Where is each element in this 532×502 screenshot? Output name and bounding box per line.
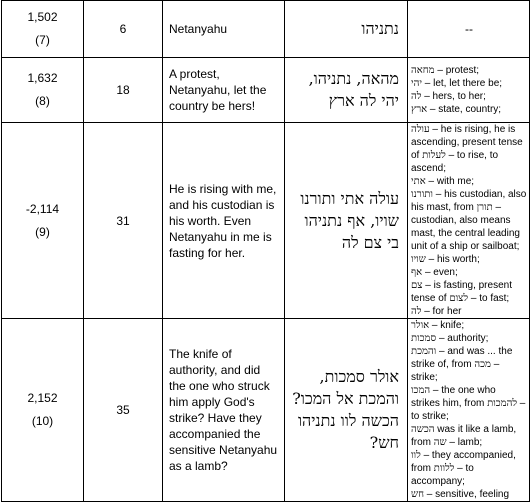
rank-value: (7)	[35, 33, 50, 47]
number-value: 1,502	[27, 10, 58, 24]
notes-cell	[408, 58, 530, 123]
rank-value: (9)	[35, 224, 50, 239]
table-row	[2, 123, 530, 319]
table-row	[2, 1, 530, 58]
number-cell	[2, 123, 84, 319]
hebrew-cell: נתניהו	[285, 1, 408, 58]
position-cell: 6	[84, 1, 163, 58]
note-line: ארץ – state, country;	[411, 104, 502, 115]
position-cell: 18	[84, 58, 163, 123]
number-cell	[2, 1, 84, 58]
translation-cell: He is rising with me, and his custodian is his worth. Even Netanyahu in me is fasting for her.	[163, 123, 285, 319]
number-cell	[2, 319, 84, 502]
number-cell	[2, 58, 84, 123]
hebrew-cell: אולר סמכות, והמכת אל המכו? הכשה לוו נתניהו חש?	[285, 319, 408, 502]
translation-cell: Netanyahu	[163, 1, 285, 58]
translation-cell: The knife of authority, and did the one who struck him apply God's strike? Have they accompanied the sensitive Netanyahu as a lamb?	[163, 319, 285, 502]
data-table	[1, 0, 530, 502]
rank-value: (8)	[35, 94, 50, 108]
translation-cell: A protest, Netanyahu, let the country be hers!	[163, 58, 285, 123]
number-value: -2,114	[25, 201, 60, 216]
notes-cell: אולר – knife; סמכות – authority; והמכת – and was ... the strike of, from מכה – strike; המכו – the one who strikes him, from להמכות – to strike; הכשה was it like a lamb, from שה – lamb; לוו – they accompanied, from ללוות – to accompany; חש – sensitive, feeling	[408, 319, 530, 502]
number-value: 2,152	[27, 391, 58, 405]
position-cell: 31	[84, 123, 163, 319]
position-cell: 35	[84, 319, 163, 502]
rank-value: (10)	[31, 414, 54, 428]
table-row	[2, 319, 530, 502]
notes-cell: עולה – he is rising, he is ascending, present tense of לעלות – to rise, to ascend; אתי – with me; ותורנו – his custodian, also his mast, from תורן – custodian, also means mast, the central leading unit of a ship or sailboat; שויו – his worth; אף – even; צם – is fasting, present tense of לצום – to fast; לה – for her	[408, 123, 530, 319]
note-line: לה – hers, to her;	[411, 91, 486, 102]
note-line: יהי – let, let there be;	[411, 78, 503, 89]
hebrew-cell: מהאה, נתניהו, יהי לה ארץ	[285, 58, 408, 123]
note-line: מחאה – protest;	[411, 65, 480, 76]
hebrew-cell: עולה אתי ותורנו שויו, אף נתניהו בי צם לה	[285, 123, 408, 319]
number-value: 1,632	[27, 71, 58, 85]
notes-cell: --	[408, 1, 530, 58]
table-row	[2, 58, 530, 123]
